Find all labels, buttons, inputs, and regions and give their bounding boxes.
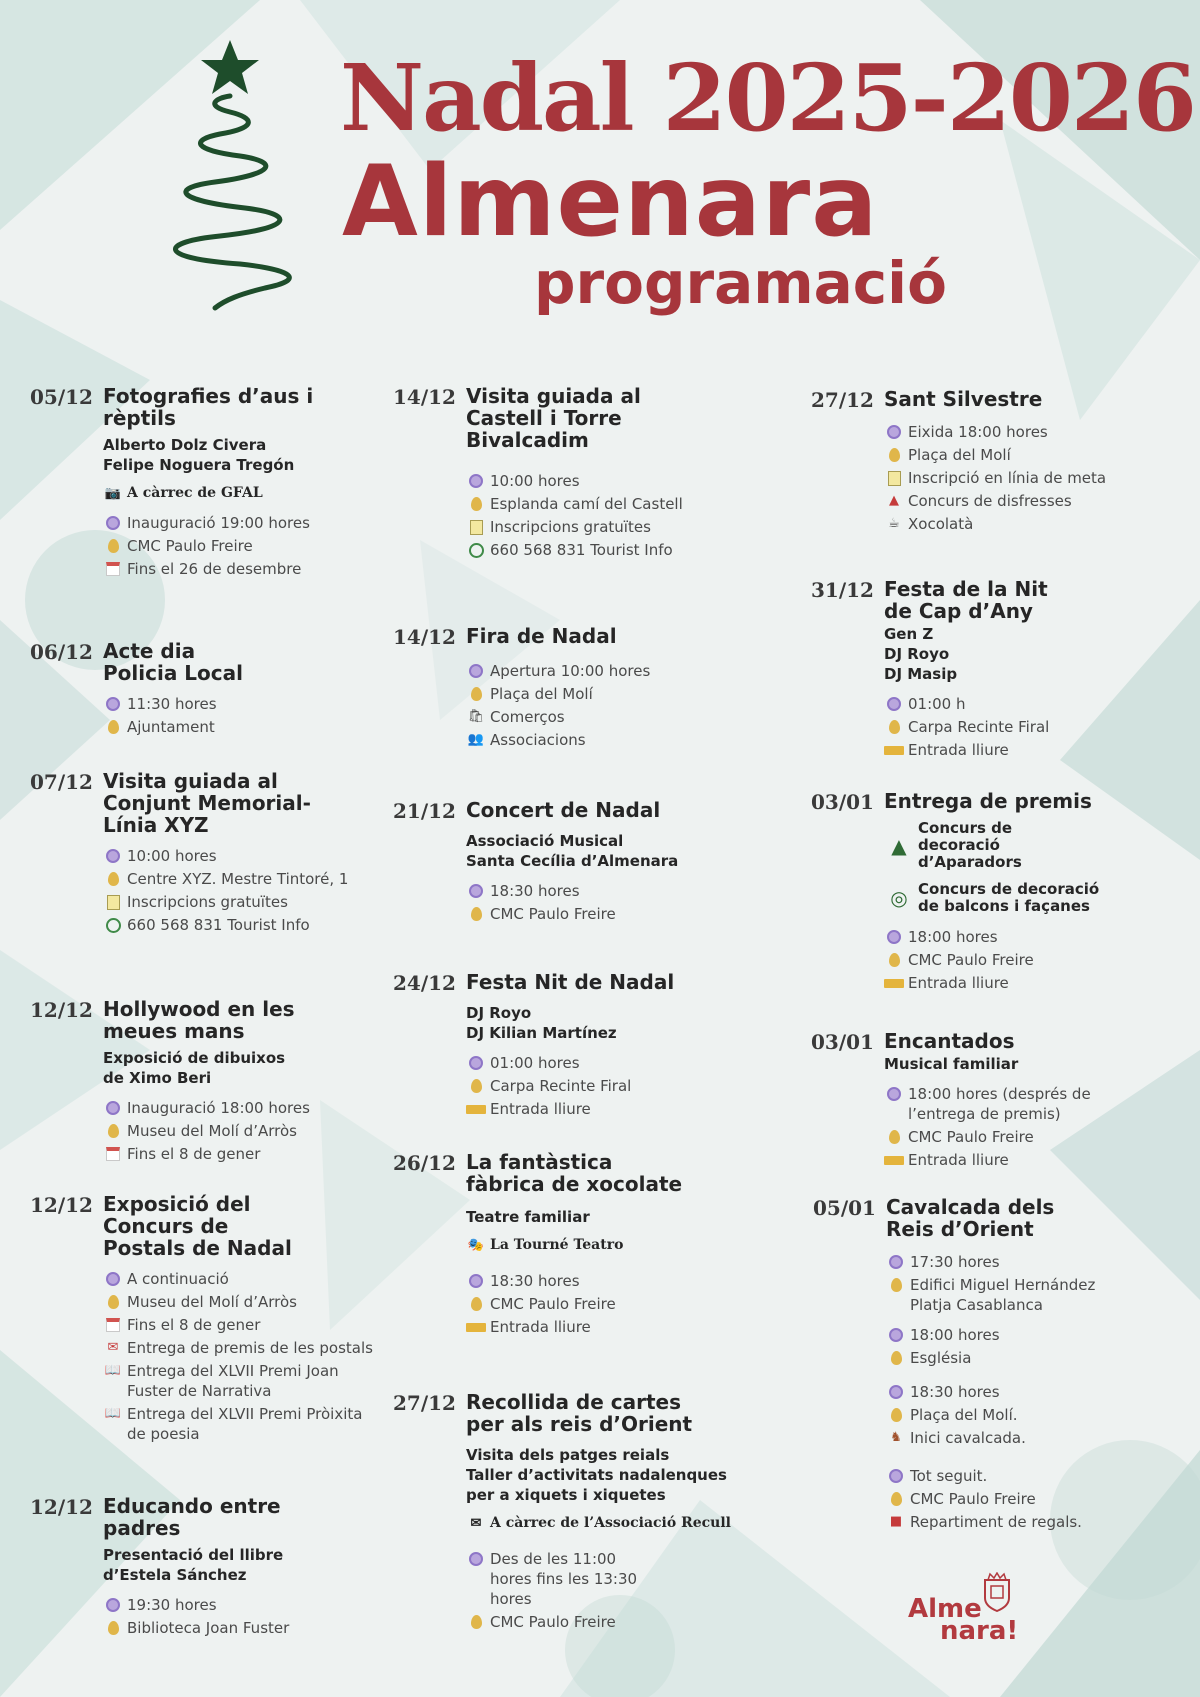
event-date: 21/12 — [393, 799, 456, 823]
event-title: La fantàstica fàbrica de xocolate — [466, 1150, 683, 1196]
event-location: Esplanda camí del Castell — [490, 495, 683, 513]
event-time: 18:00 hores (després de l’entrega de premis) — [908, 1085, 1091, 1123]
location-pin-icon — [466, 1612, 486, 1632]
location-pin-icon — [466, 904, 486, 924]
event-title: Fira de Nadal — [466, 624, 617, 648]
event-until: Fins el 8 de gener — [127, 1145, 261, 1163]
event-location: Museu del Molí d’Arròs — [127, 1122, 297, 1140]
memo-icon — [103, 892, 123, 912]
memo-icon — [466, 517, 486, 537]
event-location: Església — [910, 1349, 972, 1367]
event-time: 01:00 h — [908, 695, 966, 713]
event-title: Educando entre padres — [103, 1494, 281, 1540]
event-award: Entrega del XLVII Premi Joan Fuster de Narrativa — [127, 1362, 339, 1400]
event-date: 07/12 — [30, 770, 93, 794]
clock-icon — [466, 661, 486, 681]
event-subtitle: Santa Cecília d’Almenara — [466, 852, 679, 870]
event-organizer: La Tourné Teatro — [490, 1237, 624, 1253]
event-item: Inici cavalcada. — [910, 1429, 1026, 1447]
location-pin-icon — [466, 684, 486, 704]
event-time: 18:30 hores — [490, 882, 580, 900]
event-subtitle: Visita dels patges reials — [466, 1446, 670, 1464]
event-subtitle: DJ Royo — [466, 1004, 532, 1022]
clock-icon — [103, 1098, 123, 1118]
event-location: Ajuntament — [127, 718, 215, 736]
event-subtitle: Presentació del llibre — [103, 1546, 284, 1564]
event-title: Festa de la Nit de Cap d’Any — [884, 577, 1048, 623]
column-3 — [813, 388, 1113, 1668]
event-title: Exposició del Concurs de Postals de Nadal — [103, 1192, 292, 1260]
shopping-bag-icon: 🛍 — [467, 709, 485, 724]
event-hollywood — [30, 998, 380, 1167]
event-time: 19:30 hores — [127, 1596, 217, 1614]
location-pin-icon — [103, 536, 123, 556]
clock-icon — [103, 1595, 123, 1615]
clock-icon — [884, 694, 904, 714]
event-date: 14/12 — [393, 625, 456, 649]
location-pin-icon — [886, 1275, 906, 1295]
event-location: Plaça del Molí — [908, 446, 1011, 464]
event-item: Concurs de disfresses — [908, 492, 1072, 510]
event-entry: Entrada lliure — [908, 974, 1009, 992]
event-location: Museu del Molí d’Arròs — [127, 1293, 297, 1311]
event-subtitle: de Ximo Beri — [103, 1069, 212, 1087]
location-pin-icon — [884, 445, 904, 465]
event-title: Hollywood en les meues mans — [103, 997, 295, 1043]
event-time: 01:00 hores — [490, 1054, 580, 1072]
event-date: 27/12 — [811, 388, 874, 412]
event-time: 18:00 hores — [908, 928, 998, 946]
event-sant-silvestre — [811, 388, 1111, 537]
location-pin-icon — [466, 1076, 486, 1096]
location-pin-icon — [103, 869, 123, 889]
event-cavalcada — [813, 1196, 1113, 1535]
camel-icon: ♞ — [890, 1430, 902, 1445]
clock-icon — [886, 1466, 906, 1486]
event-time: Inauguració 18:00 hores — [127, 1099, 310, 1117]
event-cap-any — [811, 578, 1111, 763]
postal-icon: ✉ — [107, 1340, 119, 1355]
event-subtitle: Felipe Noguera Tregón — [103, 456, 295, 474]
clock-icon — [466, 881, 486, 901]
event-location: Edifici Miguel Hernández Platja Casablanca — [910, 1276, 1096, 1314]
calendar-icon — [103, 559, 123, 579]
location-pin-icon — [466, 494, 486, 514]
event-title: Visita guiada al Castell i Torre Bivalcadim — [466, 384, 641, 452]
event-time: 11:30 hores — [127, 695, 217, 713]
letter-icon: ✉ — [470, 1515, 482, 1531]
header — [0, 0, 1200, 340]
clock-icon — [466, 471, 486, 491]
column-1 — [30, 385, 380, 1665]
christmas-tree-icon: ▲ — [891, 833, 907, 858]
title-nadal: Nadal 2025-2026 — [340, 44, 1195, 152]
location-pin-icon — [886, 1348, 906, 1368]
event-subtitle: Musical familiar — [884, 1055, 1019, 1073]
event-recollida-cartes — [393, 1391, 773, 1635]
clock-icon — [884, 927, 904, 947]
event-festa-nit-nadal — [393, 971, 773, 1122]
event-concert-nadal — [393, 799, 773, 927]
column-2 — [393, 385, 773, 1665]
event-location: CMC Paulo Freire — [490, 1613, 616, 1631]
event-title: Concert de Nadal — [466, 798, 661, 822]
event-location: Centre XYZ. Mestre Tintoré, 1 — [127, 870, 349, 888]
camera-icon: 📷 — [104, 485, 122, 501]
event-exposicio-postals — [30, 1193, 380, 1447]
event-subtitle: Associació Musical — [466, 832, 624, 850]
event-title: Sant Silvestre — [884, 387, 1043, 411]
event-time: 18:00 hores — [910, 1326, 1000, 1344]
event-subtitle: DJ Kilian Martínez — [466, 1024, 617, 1042]
event-date: 06/12 — [30, 640, 93, 664]
event-organizer: A càrrec de l’Associació Recull — [490, 1515, 731, 1531]
event-title: Entrega de premis — [884, 789, 1092, 813]
event-location: CMC Paulo Freire — [490, 1295, 616, 1313]
event-visita-castell — [393, 385, 773, 563]
event-time: 18:30 hores — [910, 1383, 1000, 1401]
event-date: 03/01 — [811, 790, 874, 814]
event-location: Carpa Recinte Firal — [908, 718, 1050, 736]
clock-icon — [884, 422, 904, 442]
event-until: Fins el 8 de gener — [127, 1316, 261, 1334]
event-award: Entrega del XLVII Premi Pròixita de poesia — [127, 1405, 363, 1443]
event-location: Biblioteca Joan Fuster — [127, 1619, 290, 1637]
christmas-tree-icon — [145, 38, 315, 313]
event-location: Carpa Recinte Firal — [490, 1077, 632, 1095]
event-title: Visita guiada al Conjunt Memorial-Línia XYZ — [103, 769, 311, 837]
crest-icon — [982, 1572, 1012, 1612]
ticket-icon — [884, 740, 904, 760]
location-pin-icon — [103, 1121, 123, 1141]
wreath-icon: ◎ — [890, 886, 908, 910]
location-pin-icon — [884, 717, 904, 737]
event-title: Acte dia Policia Local — [103, 639, 243, 685]
clock-icon — [886, 1325, 906, 1345]
event-subtitle: d’Estela Sánchez — [103, 1566, 247, 1584]
location-pin-icon — [103, 1618, 123, 1638]
event-time: 18:30 hores — [490, 1272, 580, 1290]
clock-icon — [886, 1252, 906, 1272]
calendar-icon — [103, 1315, 123, 1335]
clock-icon — [886, 1382, 906, 1402]
clock-icon — [103, 846, 123, 866]
event-location: Plaça del Molí. — [910, 1406, 1018, 1424]
event-phone: 660 568 831 Tourist Info — [490, 541, 673, 559]
calendar-icon — [103, 1144, 123, 1164]
event-time: Apertura 10:00 hores — [490, 662, 651, 680]
almenara-logo — [904, 1572, 1044, 1652]
location-pin-icon — [103, 717, 123, 737]
event-registration: Inscripcions gratuïtes — [127, 893, 288, 911]
event-time: Des de les 11:00 hores fins les 13:30 hores — [490, 1550, 638, 1608]
event-location: CMC Paulo Freire — [910, 1490, 1036, 1508]
phone-icon — [466, 540, 486, 560]
event-date: 12/12 — [30, 1495, 93, 1519]
award-item: Concurs de decoració de balcons i façanes — [918, 880, 1100, 915]
ticket-icon — [466, 1099, 486, 1119]
location-pin-icon — [884, 1127, 904, 1147]
event-visita-memorial — [30, 770, 380, 938]
logo-text: nara! — [940, 1616, 1019, 1646]
event-fira-nadal — [393, 625, 773, 753]
event-entry: Entrada lliure — [490, 1318, 591, 1336]
event-location: CMC Paulo Freire — [127, 537, 253, 555]
location-pin-icon — [886, 1405, 906, 1425]
event-date: 05/12 — [30, 385, 93, 409]
event-entry: Entrada lliure — [490, 1100, 591, 1118]
event-location: Plaça del Molí — [490, 685, 593, 703]
clock-icon — [884, 1084, 904, 1104]
location-pin-icon — [103, 1292, 123, 1312]
event-fabrica-xocolate — [393, 1151, 773, 1340]
event-subtitle: per a xiquets i xiquetes — [466, 1486, 666, 1504]
event-item: Xocolatà — [908, 515, 974, 533]
event-item: Repartiment de regals. — [910, 1513, 1082, 1531]
clock-icon — [103, 513, 123, 533]
event-location: CMC Paulo Freire — [908, 1128, 1034, 1146]
ticket-icon — [884, 1150, 904, 1170]
event-date: 12/12 — [30, 1193, 93, 1217]
event-entry: Entrada lliure — [908, 741, 1009, 759]
event-location: CMC Paulo Freire — [490, 905, 616, 923]
clock-icon — [103, 1269, 123, 1289]
memo-icon — [884, 468, 904, 488]
event-time: Eixida 18:00 hores — [908, 423, 1048, 441]
event-educando — [30, 1495, 380, 1641]
clock-icon — [466, 1053, 486, 1073]
event-title: Encantados — [884, 1029, 1015, 1053]
clock-icon — [103, 694, 123, 714]
event-entrega-premis — [811, 790, 1111, 996]
clock-icon — [466, 1549, 486, 1569]
event-title: Cavalcada dels Reis d’Orient — [886, 1195, 1055, 1241]
event-date: 31/12 — [811, 578, 874, 602]
event-subtitle: Gen Z — [884, 625, 934, 643]
event-title: Recollida de cartes per als reis d’Orient — [466, 1390, 693, 1436]
event-date: 05/01 — [813, 1196, 876, 1220]
ticket-icon — [466, 1317, 486, 1337]
event-subtitle: Teatre familiar — [466, 1208, 590, 1226]
people-icon: 👥 — [467, 732, 485, 747]
event-date: 14/12 — [393, 385, 456, 409]
clock-icon — [466, 1271, 486, 1291]
event-subtitle: Alberto Dolz Civera — [103, 436, 267, 454]
title-almenara: Almenara — [342, 145, 879, 259]
event-time: Tot seguit. — [910, 1467, 988, 1485]
location-pin-icon — [466, 1294, 486, 1314]
event-registration: Inscripcions gratuïtes — [490, 518, 651, 536]
event-fotografies — [30, 385, 380, 582]
event-subtitle: DJ Royo — [884, 645, 950, 663]
event-title: Fotografies d’aus i rèptils — [103, 384, 314, 430]
hot-chocolate-icon: ☕ — [888, 516, 900, 531]
event-until: Fins el 26 de desembre — [127, 560, 302, 578]
book-icon: 📖 — [104, 1363, 122, 1378]
book-icon: 📖 — [104, 1406, 122, 1421]
ticket-icon — [884, 973, 904, 993]
title-programacio: programació — [534, 249, 947, 317]
event-acte-policia — [30, 640, 380, 740]
event-date: 26/12 — [393, 1151, 456, 1175]
award-item: Concurs de decoració d’Aparadors — [918, 819, 1022, 871]
event-time: A continuació — [127, 1270, 229, 1288]
event-subtitle: Exposició de dibuixos — [103, 1049, 286, 1067]
event-organizer: A càrrec de GFAL — [127, 485, 263, 501]
event-title: Festa Nit de Nadal — [466, 970, 675, 994]
event-award: Entrega de premis de les postals — [127, 1339, 373, 1357]
event-item: Associacions — [490, 731, 586, 749]
logo-text: Alme — [908, 1594, 982, 1624]
event-date: 27/12 — [393, 1391, 456, 1415]
event-time: Inauguració 19:00 hores — [127, 514, 310, 532]
phone-icon — [103, 915, 123, 935]
event-date: 24/12 — [393, 971, 456, 995]
location-pin-icon — [886, 1489, 906, 1509]
event-registration: Inscripció en línia de meta — [908, 469, 1107, 487]
event-encantados — [811, 1030, 1111, 1173]
event-time: 10:00 hores — [127, 847, 217, 865]
event-date: 03/01 — [811, 1030, 874, 1054]
theatre-masks-icon: 🎭 — [467, 1237, 485, 1253]
event-subtitle: DJ Masip — [884, 665, 958, 683]
event-location: CMC Paulo Freire — [908, 951, 1034, 969]
event-time: 10:00 hores — [490, 472, 580, 490]
location-pin-icon — [884, 950, 904, 970]
event-time: 17:30 hores — [910, 1253, 1000, 1271]
event-subtitle: Taller d’activitats nadalenques — [466, 1466, 727, 1484]
event-phone: 660 568 831 Tourist Info — [127, 916, 310, 934]
event-date: 12/12 — [30, 998, 93, 1022]
gift-icon: ■ — [889, 1514, 903, 1529]
event-entry: Entrada lliure — [908, 1151, 1009, 1169]
santa-hat-icon: ▲ — [889, 493, 899, 508]
event-item: Comerços — [490, 708, 565, 726]
